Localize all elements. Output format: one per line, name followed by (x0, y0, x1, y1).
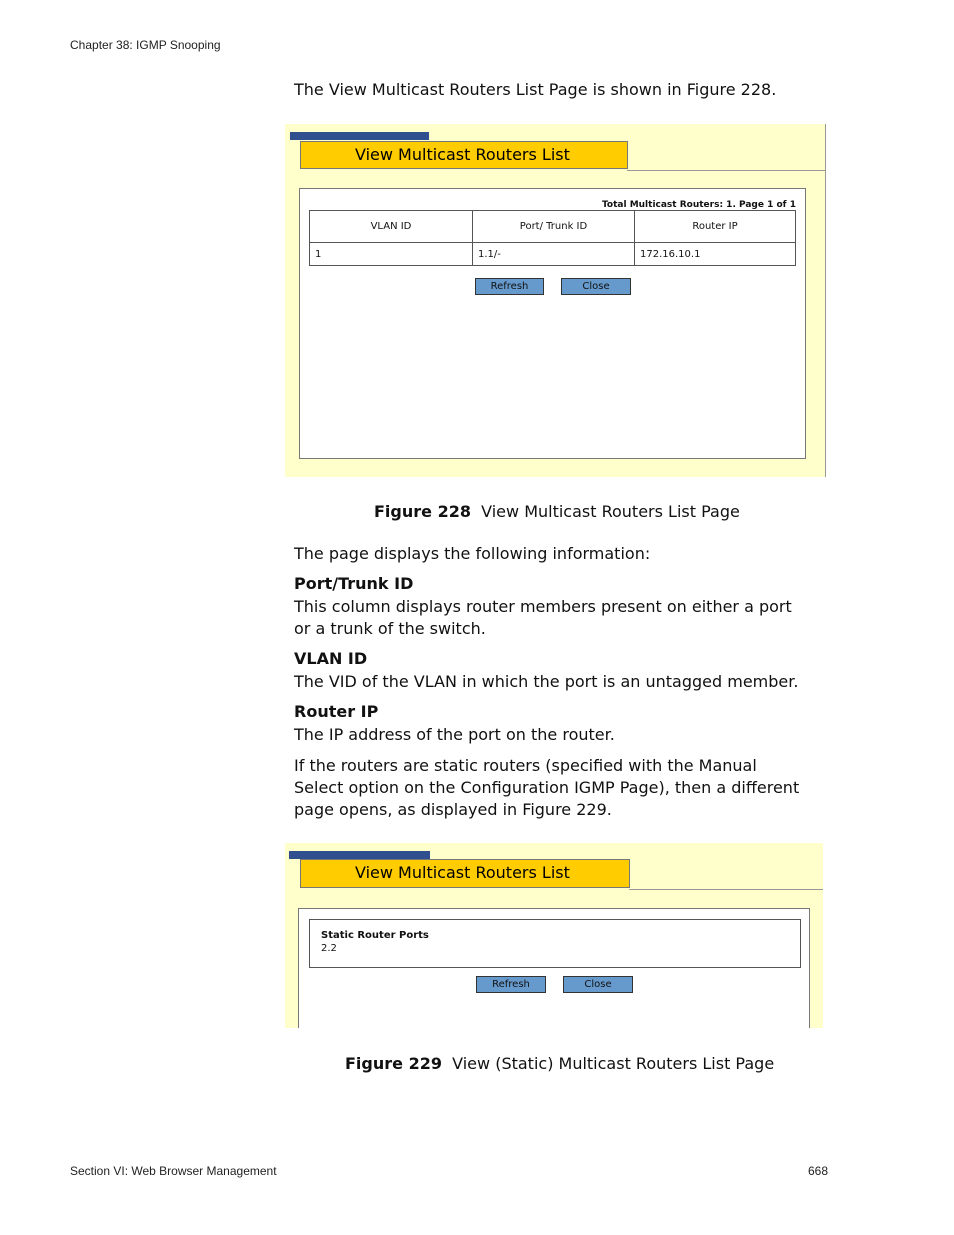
page-title-bar: View Multicast Routers List (300, 141, 628, 169)
total-routers-label: Total Multicast Routers: 1. Page 1 of 1 (601, 200, 796, 210)
col-header-vlan-id: VLAN ID (310, 211, 473, 243)
intro-paragraph: The View Multicast Routers List Page is shown in Figure 228. (294, 80, 777, 99)
figure-229-caption-text: View (Static) Multicast Routers List Page (452, 1054, 775, 1073)
col-header-router-ip: Router IP (635, 211, 796, 243)
cell-router-ip: 172.16.10.1 (635, 243, 796, 266)
title-underline (629, 889, 823, 890)
running-header: Chapter 38: IGMP Snooping (70, 38, 221, 52)
static-router-ports-value: 2.2 (321, 943, 337, 954)
figure-228-caption (374, 502, 740, 521)
right-frame-border (825, 124, 826, 477)
figure-228-caption-number: Figure 228 (374, 502, 471, 521)
title-tab-accent (289, 851, 430, 859)
close-button[interactable]: Close (563, 976, 633, 993)
refresh-button[interactable]: Refresh (476, 976, 546, 993)
routers-panel (299, 188, 806, 459)
figure-228-caption-text: View Multicast Routers List Page (481, 502, 740, 521)
routers-table (309, 210, 796, 266)
title-underline (627, 170, 826, 171)
col-header-port-trunk-id: Port/ Trunk ID (473, 211, 635, 243)
figure-229-caption (345, 1054, 774, 1073)
term-vlan-id: VLAN ID (294, 649, 368, 668)
static-routers-paragraph: If the routers are static routers (specified with the Manual Select option on the Configuration IGMP Page), then a different page opens, as displayed in Figure 229. (294, 756, 800, 819)
page-number: 668 (808, 1164, 829, 1178)
desc-vlan-id: The VID of the VLAN in which the port is an untagged member. (294, 672, 799, 691)
table-header-row (310, 211, 796, 243)
cell-vlan-id: 1 (310, 243, 473, 266)
figure-229-caption-number: Figure 229 (345, 1054, 442, 1073)
cell-port-trunk-id: 1.1/- (473, 243, 635, 266)
refresh-button[interactable]: Refresh (475, 278, 544, 295)
desc-port-trunk-id: This column displays router members present on either a port or a trunk of the switch. (294, 597, 792, 638)
static-router-ports-box (309, 919, 801, 968)
figure-229-screenshot (285, 843, 823, 1028)
figure-228-screenshot (285, 124, 826, 477)
table-row (310, 243, 796, 266)
static-routers-panel (298, 908, 810, 1028)
page-title-bar: View Multicast Routers List (300, 859, 630, 888)
term-router-ip: Router IP (294, 702, 379, 721)
footer-section: Section VI: Web Browser Management (70, 1164, 277, 1178)
desc-router-ip: The IP address of the port on the router. (294, 725, 615, 744)
title-tab-accent (290, 132, 429, 140)
close-button[interactable]: Close (561, 278, 631, 295)
term-port-trunk-id: Port/Trunk ID (294, 574, 414, 593)
static-router-ports-label: Static Router Ports (321, 930, 429, 941)
info-intro: The page displays the following information: (294, 544, 651, 563)
